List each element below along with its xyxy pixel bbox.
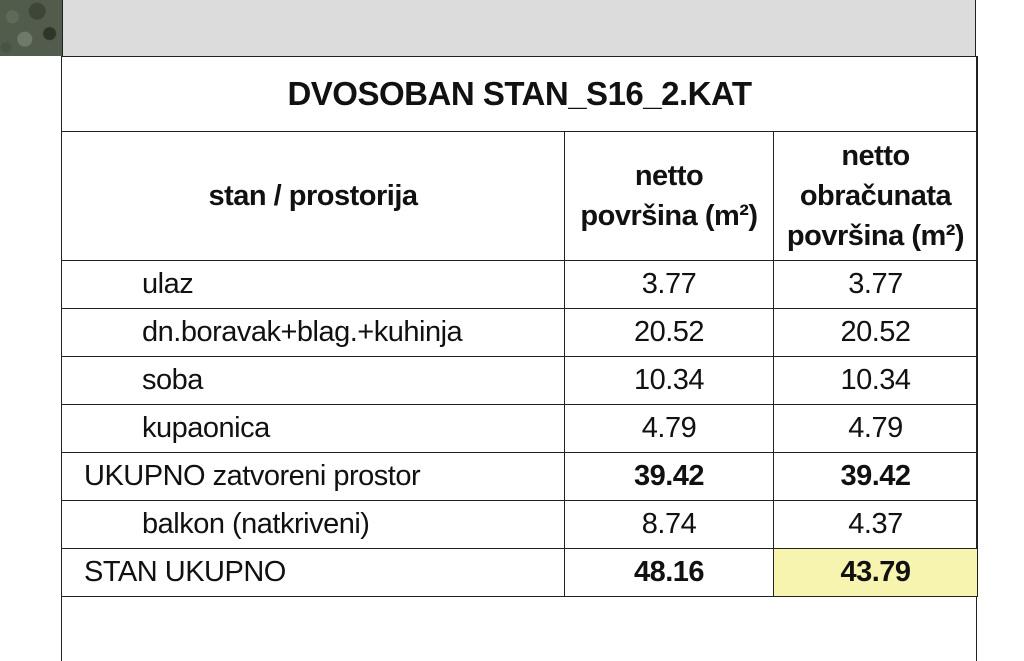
table-row <box>62 453 978 501</box>
header-net-calc-area: netto obračunata površina (m²) <box>774 132 978 261</box>
row-net-calc-area: 43.79 <box>774 549 978 597</box>
row-net-area: 48.16 <box>565 549 774 597</box>
table-row <box>62 501 978 549</box>
row-label: balkon (natkriveni) <box>62 501 565 549</box>
table-row <box>62 261 978 309</box>
row-net-calc-area: 4.79 <box>774 405 978 453</box>
row-net-calc-area: 3.77 <box>774 261 978 309</box>
row-net-calc-area: 20.52 <box>774 309 978 357</box>
table-body <box>62 261 978 597</box>
table-row <box>62 405 978 453</box>
title-row <box>62 57 978 132</box>
row-net-area: 3.77 <box>565 261 774 309</box>
header-net-area: netto površina (m²) <box>565 132 774 261</box>
header-row <box>62 132 978 261</box>
row-label: ulaz <box>62 261 565 309</box>
row-net-area: 4.79 <box>565 405 774 453</box>
row-net-calc-area: 4.37 <box>774 501 978 549</box>
row-label: UKUPNO zatvoreni prostor <box>62 453 565 501</box>
top-grey-band <box>62 0 976 56</box>
row-label: soba <box>62 357 565 405</box>
row-net-calc-area: 10.34 <box>774 357 978 405</box>
blank-row <box>62 597 978 660</box>
row-label: STAN UKUPNO <box>62 549 565 597</box>
header-room: stan / prostorija <box>62 132 565 261</box>
row-net-calc-area: 39.42 <box>774 453 978 501</box>
background-photo-fragment <box>0 0 62 56</box>
row-net-area: 10.34 <box>565 357 774 405</box>
table-title: DVOSOBAN STAN_S16_2.KAT <box>62 57 978 132</box>
row-net-area: 39.42 <box>565 453 774 501</box>
table-row <box>62 309 978 357</box>
area-table <box>61 56 978 659</box>
row-net-area: 8.74 <box>565 501 774 549</box>
table-row <box>62 357 978 405</box>
table-row <box>62 549 978 597</box>
row-label: dn.boravak+blag.+kuhinja <box>62 309 565 357</box>
row-net-area: 20.52 <box>565 309 774 357</box>
row-label: kupaonica <box>62 405 565 453</box>
